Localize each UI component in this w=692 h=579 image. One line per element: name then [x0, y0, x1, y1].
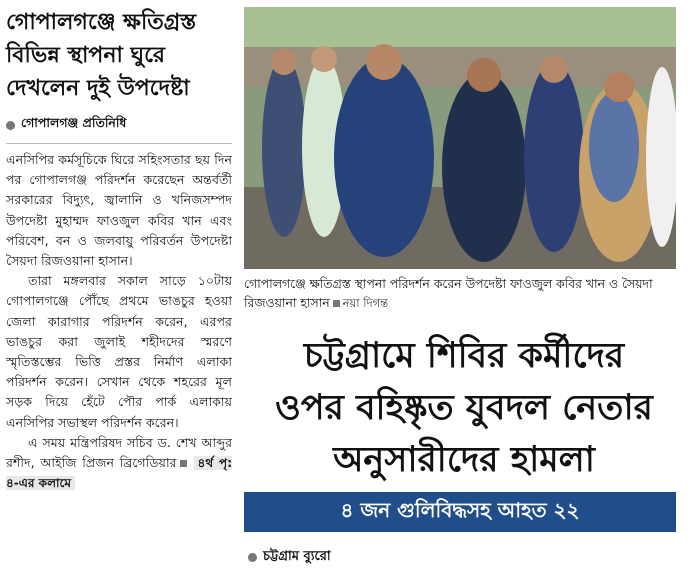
divider	[6, 143, 232, 144]
right-byline	[248, 547, 331, 568]
bullet-icon	[6, 121, 15, 130]
left-headline-line-3: দেখলেন দুই উপদেষ্টা	[6, 76, 190, 101]
bullet-icon	[248, 553, 257, 562]
left-paragraph-3-text: এ সময় মন্ত্রিপরিষদ সচিব ড. শেখ আব্দুর রশীদ, আইজি প্রিজন ব্রিগেডিয়ার	[6, 434, 232, 471]
left-byline-text: গোপালগঞ্জ প্রতিনিধি	[21, 115, 127, 130]
right-headline-line-1: চট্টগ্রামে শিবির কর্মীদের	[303, 336, 625, 376]
left-headline-line-1: গোপালগঞ্জে ক্ষতিগ্রস্ত	[6, 10, 197, 35]
right-headline	[244, 330, 684, 486]
left-byline	[6, 115, 232, 135]
square-icon	[180, 460, 187, 467]
photo-caption-text: গোপালগঞ্জে ক্ষতিগ্রস্ত স্থাপনা পরিদর্শন করেন উপদেষ্টা ফাওজুল কবির খান ও সৈয়দা রিজওয়ানা হাসান	[244, 276, 653, 310]
left-headline-line-2: বিভিন্ন স্থাপনা ঘুরে	[6, 43, 166, 68]
right-headline-line-3: অনুসারীদের হামলা	[333, 440, 595, 480]
left-paragraph-2: তারা মঙ্গলবার সকাল সাড়ে ১০টায় গোপালগঞ্জে পৌঁছে প্রথমে ভাঙচুর হওয়া জেলা কারাগার পরিদর্শন করেন, এরপর ভাঙচুর করা জুলাই শহীদদের স্মরণে স্মৃতিস্তম্ভের ভিত্তি প্রস্তর নির্মাণ এলাকা পরিদর্শন করেন। সেখান থেকে শহরের মূল সড়ক দিয়ে হেঁটে পৌর পার্ক এলাকায় এনসিপির সভাস্থল পরিদর্শন করেন।	[6, 273, 232, 430]
photo-credit: নয়া দিগন্ত	[342, 296, 389, 310]
square-icon	[333, 300, 340, 307]
left-headline	[6, 6, 232, 105]
continued-note: ৪র্থ পৃ: ৪-এর কলামে	[6, 456, 232, 491]
subheadline-banner	[244, 492, 676, 532]
news-photo	[244, 7, 676, 269]
right-byline-text: চট্টগ্রাম ব্যুরো	[263, 549, 331, 564]
news-photo-illustration	[244, 7, 676, 269]
left-paragraph-1: এনসিপির কর্মসূচিকে ঘিরে সহিংসতার ছয় দিন পর গোপালগঞ্জ পরিদর্শন করেছেন অন্তর্বর্তী সরকারের বিদ্যুৎ, জ্বালানি ও খনিজসম্পদ উপদেষ্টা মুহাম্মদ ফাওজুল কবির খান এবং পরিবেশ, বন ও জলবায়ু পরিবর্তন উপদেষ্টা সৈয়দা রিজওয়ানা হাসান।	[6, 152, 232, 269]
photo-caption	[244, 274, 684, 313]
left-article	[6, 6, 232, 493]
right-headline-line-2: ওপর বহিষ্কৃত যুবদল নেতার	[275, 388, 653, 428]
subheadline-text: ৪ জন গুলিবিদ্ধসহ আহত ২২	[340, 497, 580, 522]
left-paragraph-3	[6, 433, 232, 494]
